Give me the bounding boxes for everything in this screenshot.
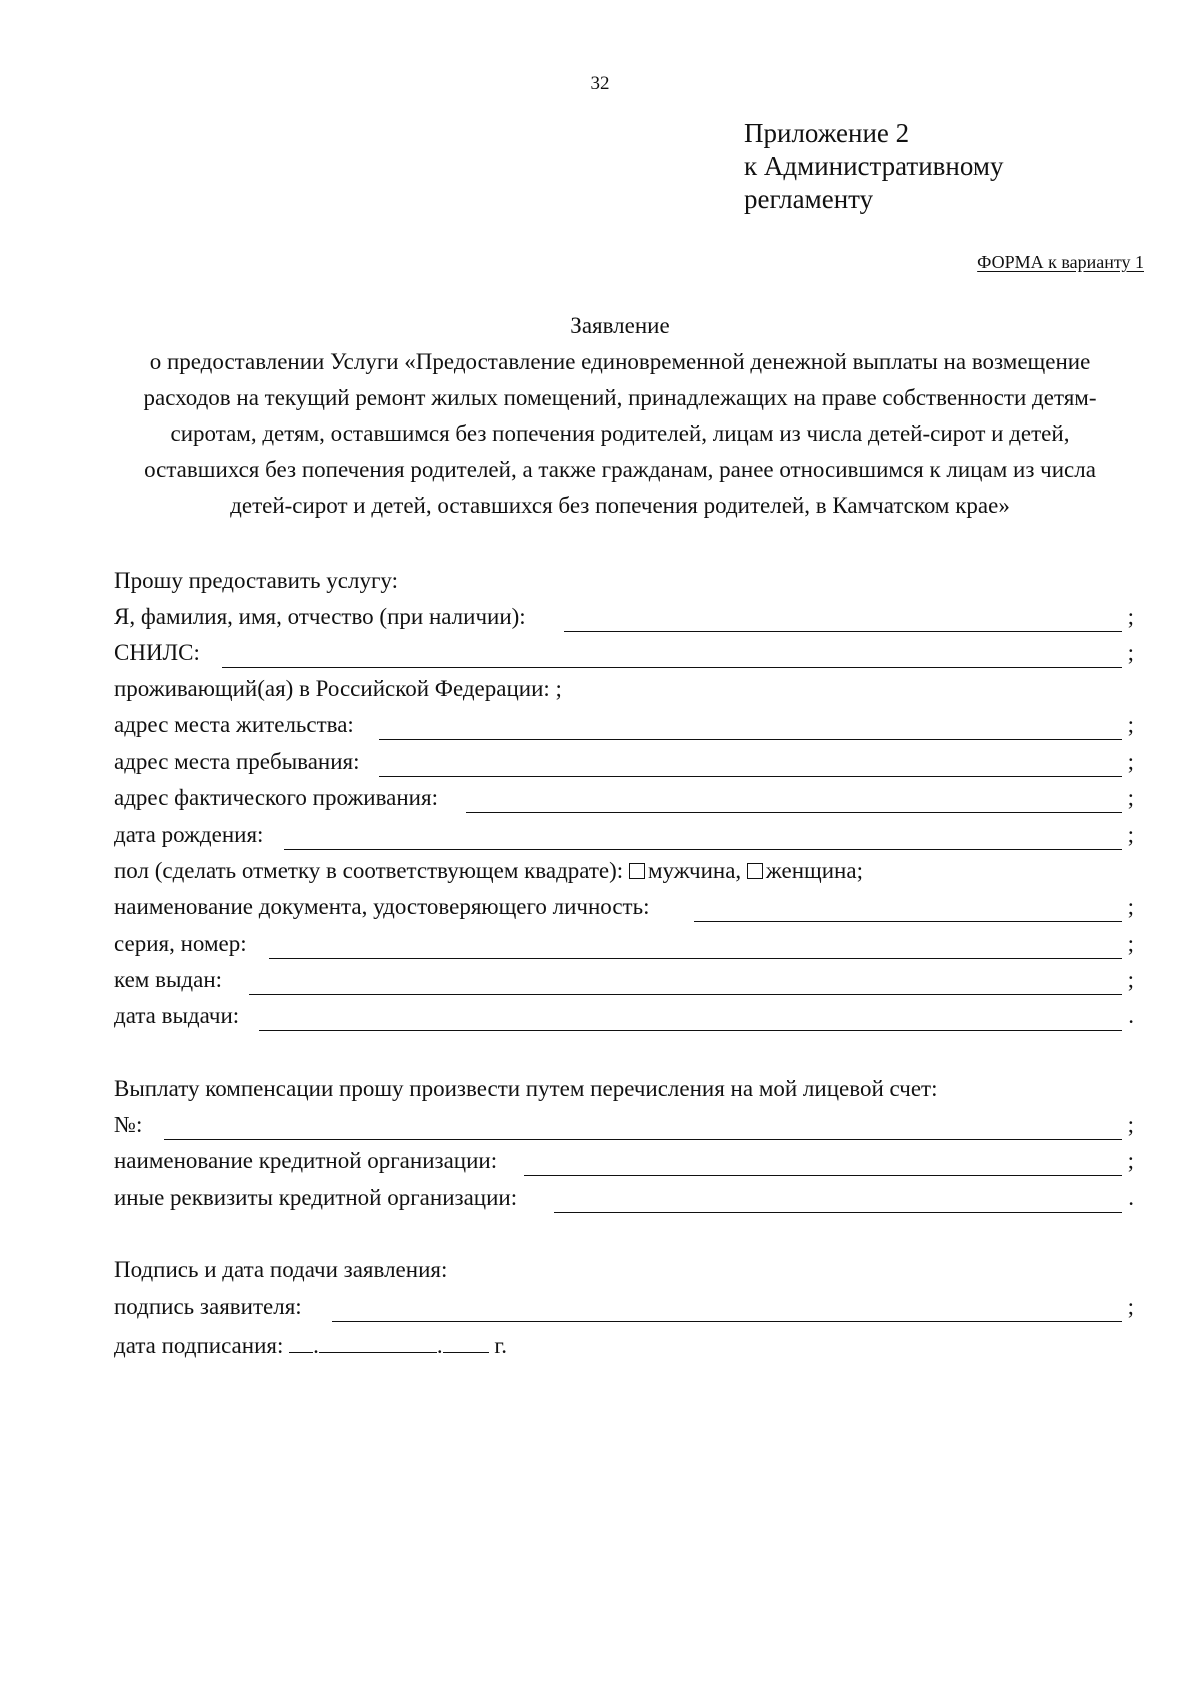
form-variant-label: ФОРМА к варианту 1 <box>977 252 1144 272</box>
gender-row <box>114 858 863 884</box>
stay-address-field <box>114 749 1134 783</box>
residing-label: проживающий(ая) в Российской Федерации: ; <box>114 676 562 701</box>
title-line: сиротам, детям, оставшимся без попечения родителей, лицам из числа детей-сирот и детей, <box>170 421 1070 446</box>
stay-address-input-line[interactable] <box>379 776 1122 777</box>
bank-details-input-line[interactable] <box>554 1212 1122 1213</box>
signature-input-line[interactable] <box>332 1321 1122 1322</box>
title-heading: Заявление <box>570 313 670 338</box>
appendix-line: Приложение 2 <box>744 118 910 148</box>
title-line: расходов на текущий ремонт жилых помещений, принадлежащих на праве собственности детям- <box>143 385 1097 410</box>
document-title <box>110 308 1130 524</box>
gender-label: пол (сделать отметку в соответствующем квадрате): <box>114 858 624 883</box>
title-line: оставшихся без попечения родителей, а также гражданам, ранее относившимся к лицам из числа <box>144 457 1096 482</box>
field-end-mark: ; <box>1127 967 1134 992</box>
year-suffix: г. <box>494 1333 507 1358</box>
field-end-mark: ; <box>1127 1294 1134 1319</box>
field-end-mark: ; <box>1127 604 1134 629</box>
series-number-field <box>114 931 1134 965</box>
field-end-mark: ; <box>1127 931 1134 956</box>
fio-input-line[interactable] <box>564 631 1122 632</box>
id-document-input-line[interactable] <box>694 921 1122 922</box>
series-number-label: серия, номер: <box>114 931 247 956</box>
signature-heading: Подпись и дата подачи заявления: <box>114 1257 448 1282</box>
issued-by-field <box>114 967 1134 1001</box>
stay-address-label: адрес места пребывания: <box>114 749 360 774</box>
issued-by-input-line[interactable] <box>249 994 1122 995</box>
birth-date-label: дата рождения: <box>114 822 264 847</box>
account-number-label: №: <box>114 1112 143 1137</box>
title-line: детей-сирот и детей, оставшихся без попечения родителей, в Камчатском крае» <box>230 493 1010 518</box>
bank-details-field <box>114 1185 1134 1219</box>
field-end-mark: . <box>1128 1185 1134 1210</box>
residence-address-label: адрес места жительства: <box>114 712 354 737</box>
series-number-input-line[interactable] <box>269 958 1122 959</box>
field-end-mark: ; <box>1127 822 1134 847</box>
signing-date-row: дата подписания: . . г. <box>114 1333 507 1358</box>
field-end-mark: ; <box>1127 1112 1134 1137</box>
signing-day-input[interactable] <box>289 1334 313 1353</box>
title-line: о предоставлении Услуги «Предоставление единовременной денежной выплаты на возмещение <box>149 349 1091 374</box>
payment-heading: Выплату компенсации прошу произвести путем перечисления на мой лицевой счет: <box>114 1076 938 1101</box>
account-number-input-line[interactable] <box>164 1139 1122 1140</box>
snils-field <box>114 640 1134 674</box>
birth-date-field <box>114 822 1134 856</box>
field-end-mark: ; <box>1127 749 1134 774</box>
female-label: женщина; <box>765 858 863 883</box>
account-number-field <box>114 1112 1134 1146</box>
field-end-mark: ; <box>1127 785 1134 810</box>
page-number: 32 <box>590 73 610 94</box>
appendix-line: к Административному <box>744 151 1004 181</box>
signing-month-input[interactable] <box>319 1334 437 1353</box>
actual-address-label: адрес фактического проживания: <box>114 785 438 810</box>
fio-label: Я, фамилия, имя, отчество (при наличии): <box>114 604 526 629</box>
issue-date-input-line[interactable] <box>259 1030 1122 1031</box>
fio-field <box>114 604 1134 638</box>
issue-date-label: дата выдачи: <box>114 1003 240 1028</box>
field-end-mark: ; <box>1127 1148 1134 1173</box>
male-checkbox[interactable] <box>629 863 645 879</box>
issue-date-field <box>114 1003 1134 1037</box>
male-label: мужчина, <box>647 858 742 883</box>
signature-label: подпись заявителя: <box>114 1294 302 1319</box>
field-end-mark: ; <box>1127 894 1134 919</box>
issued-by-label: кем выдан: <box>114 967 223 992</box>
snils-label: СНИЛС: <box>114 640 200 665</box>
signing-date-label: дата подписания: <box>114 1333 284 1358</box>
request-heading: Прошу предоставить услугу: <box>114 568 398 593</box>
residence-address-input-line[interactable] <box>379 739 1122 740</box>
bank-details-label: иные реквизиты кредитной организации: <box>114 1185 518 1210</box>
signature-field <box>114 1294 1134 1328</box>
female-checkbox[interactable] <box>747 863 763 879</box>
signing-year-input[interactable] <box>443 1334 489 1353</box>
birth-date-input-line[interactable] <box>284 849 1122 850</box>
id-document-field <box>114 894 1134 928</box>
actual-address-field <box>114 785 1134 819</box>
bank-name-field <box>114 1148 1134 1182</box>
appendix-note <box>744 117 1003 216</box>
field-end-mark: . <box>1128 1003 1134 1028</box>
field-end-mark: ; <box>1127 640 1134 665</box>
residence-address-field <box>114 712 1134 746</box>
bank-name-label: наименование кредитной организации: <box>114 1148 498 1173</box>
field-end-mark: ; <box>1127 712 1134 737</box>
appendix-line: регламенту <box>744 184 874 214</box>
id-document-label: наименование документа, удостоверяющего личность: <box>114 894 650 919</box>
bank-name-input-line[interactable] <box>524 1175 1122 1176</box>
actual-address-input-line[interactable] <box>466 812 1122 813</box>
snils-input-line[interactable] <box>222 667 1122 668</box>
